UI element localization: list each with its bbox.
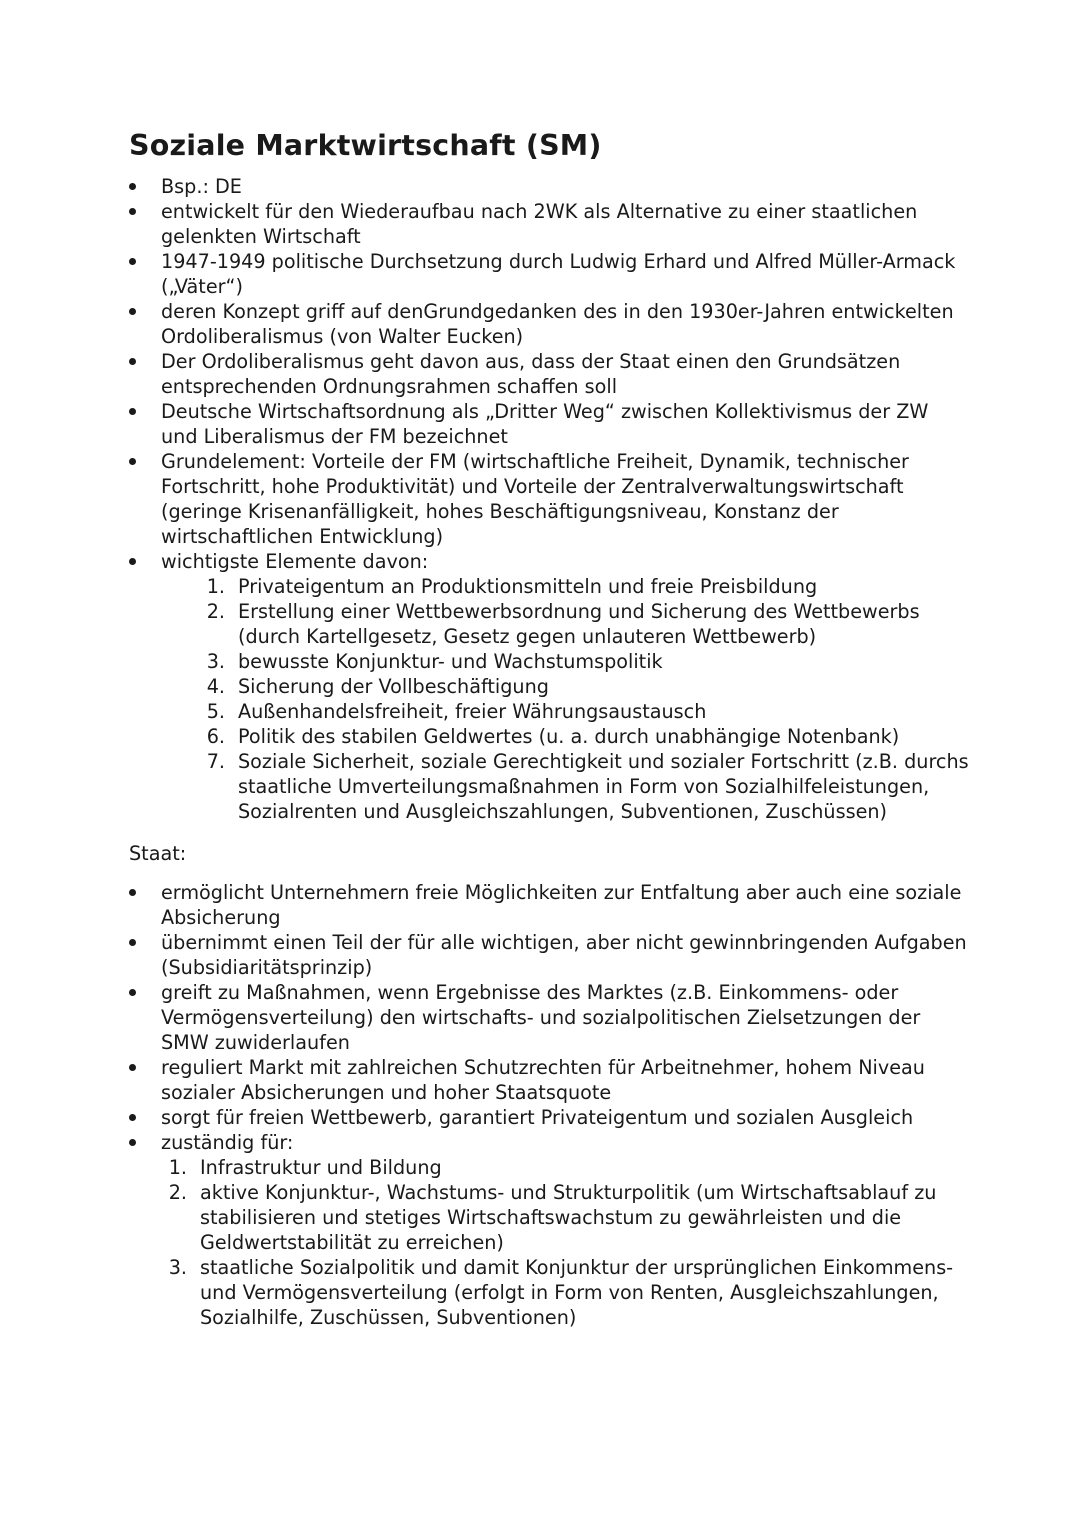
- bullet-item: reguliert Markt mit zahlreichen Schutzrechten für Arbeitnehmer, hohem Niveau sozialer Absicherungen und hoher Staatsquote: [129, 1055, 969, 1105]
- numbered-item: [129, 724, 969, 749]
- bullet-item: sorgt für freien Wettbewerb, garantiert Privateigentum und sozialen Ausgleich: [129, 1105, 969, 1130]
- numbered-item: [129, 1255, 969, 1330]
- item-number: 3.: [206, 650, 225, 673]
- numbered-item: [129, 649, 969, 674]
- bullet-item: 1947-1949 politische Durchsetzung durch Ludwig Erhard und Alfred Müller-Armack („Väter“): [129, 249, 969, 299]
- item-number: 2.: [168, 1181, 187, 1204]
- duties-numbered-list: [129, 1155, 969, 1330]
- bullet-item: übernimmt einen Teil der für alle wichtigen, aber nicht gewinnbringenden Aufgaben (Subsidiaritätsprinzip): [129, 930, 969, 980]
- item-number: 1.: [206, 575, 225, 598]
- numbered-item: [129, 1180, 969, 1255]
- numbered-item: [129, 1155, 969, 1180]
- item-text: Soziale Sicherheit, soziale Gerechtigkeit und sozialer Fortschritt (z.B. durchs staatliche Umverteilungsmaßnahmen in Form von Sozialhilfeleistungen, Sozialrenten und Ausgleichszahlungen, Subventionen, Zuschüssen): [238, 750, 969, 823]
- item-number: 4.: [206, 675, 225, 698]
- item-text: Außenhandelsfreiheit, freier Währungsaustausch: [238, 700, 707, 723]
- bullet-item: deren Konzept griff auf denGrundgedanken des in den 1930er-Jahren entwickelten Ordoliberalismus (von Walter Eucken): [129, 299, 969, 349]
- item-number: 5.: [206, 700, 225, 723]
- bullet-item: Der Ordoliberalismus geht davon aus, dass der Staat einen den Grundsätzen entsprechenden Ordnungsrahmen schaffen soll: [129, 349, 969, 399]
- item-number: 6.: [206, 725, 225, 748]
- item-number: 7.: [206, 750, 225, 773]
- document-page: [129, 126, 969, 1330]
- bullet-item: Bsp.: DE: [129, 174, 969, 199]
- item-text: bewusste Konjunktur- und Wachstumspolitik: [238, 650, 663, 673]
- item-text: Infrastruktur und Bildung: [200, 1156, 442, 1179]
- bullet-item: entwickelt für den Wiederaufbau nach 2WK als Alternative zu einer staatlichen gelenkten Wirtschaft: [129, 199, 969, 249]
- item-text: Privateigentum an Produktionsmitteln und freie Preisbildung: [238, 575, 818, 598]
- item-number: 3.: [168, 1256, 187, 1279]
- item-number: 2.: [206, 600, 225, 623]
- item-text: aktive Konjunktur-, Wachstums- und Strukturpolitik (um Wirtschaftsablauf zu stabilisieren und stetiges Wirtschaftswachstum zu gewährleisten und die Geldwertstabilität zu erreichen): [200, 1181, 937, 1254]
- numbered-item: [129, 749, 969, 824]
- item-text: Politik des stabilen Geldwertes (u. a. durch unabhängige Notenbank): [238, 725, 900, 748]
- bullet-item: wichtigste Elemente davon:: [129, 549, 969, 574]
- intro-bullet-list: [129, 174, 969, 574]
- bullet-item: Grundelement: Vorteile der FM (wirtschaftliche Freiheit, Dynamik, technischer Fortschritt, hohe Produktivität) und Vorteile der Zentralverwaltungswirtschaft (geringe Krisenanfälligkeit, hohes Beschäftigungsniveau, Konstanz der wirtschaftlichen Entwicklung): [129, 449, 969, 549]
- state-bullet-list: [129, 880, 969, 1155]
- item-text: Sicherung der Vollbeschäftigung: [238, 675, 549, 698]
- bullet-item: ermöglicht Unternehmern freie Möglichkeiten zur Entfaltung aber auch eine soziale Absicherung: [129, 880, 969, 930]
- numbered-item: [129, 574, 969, 599]
- numbered-item: [129, 674, 969, 699]
- numbered-item: [129, 699, 969, 724]
- item-number: 1.: [168, 1156, 187, 1179]
- elements-numbered-list: [129, 574, 969, 824]
- bullet-item: zuständig für:: [129, 1130, 969, 1155]
- item-text: staatliche Sozialpolitik und damit Konjunktur der ursprünglichen Einkommens- und Vermögensverteilung (erfolgt in Form von Renten, Ausgleichszahlungen, Sozialhilfe, Zuschüssen, Subventionen): [200, 1256, 954, 1329]
- page-title: Soziale Marktwirtschaft (SM): [129, 129, 602, 162]
- bullet-item: Deutsche Wirtschaftsordnung als „Dritter Weg“ zwischen Kollektivismus der ZW und Liberalismus der FM bezeichnet: [129, 399, 969, 449]
- section-label-staat: Staat:: [129, 842, 187, 865]
- item-text: Erstellung einer Wettbewerbsordnung und Sicherung des Wettbewerbs (durch Kartellgesetz, Gesetz gegen unlauteren Wettbewerb): [238, 600, 920, 648]
- bullet-item: greift zu Maßnahmen, wenn Ergebnisse des Marktes (z.B. Einkommens- oder Vermögensverteilung) den wirtschafts- und sozialpolitischen Zielsetzungen der SMW zuwiderlaufen: [129, 980, 969, 1055]
- numbered-item: [129, 599, 969, 649]
